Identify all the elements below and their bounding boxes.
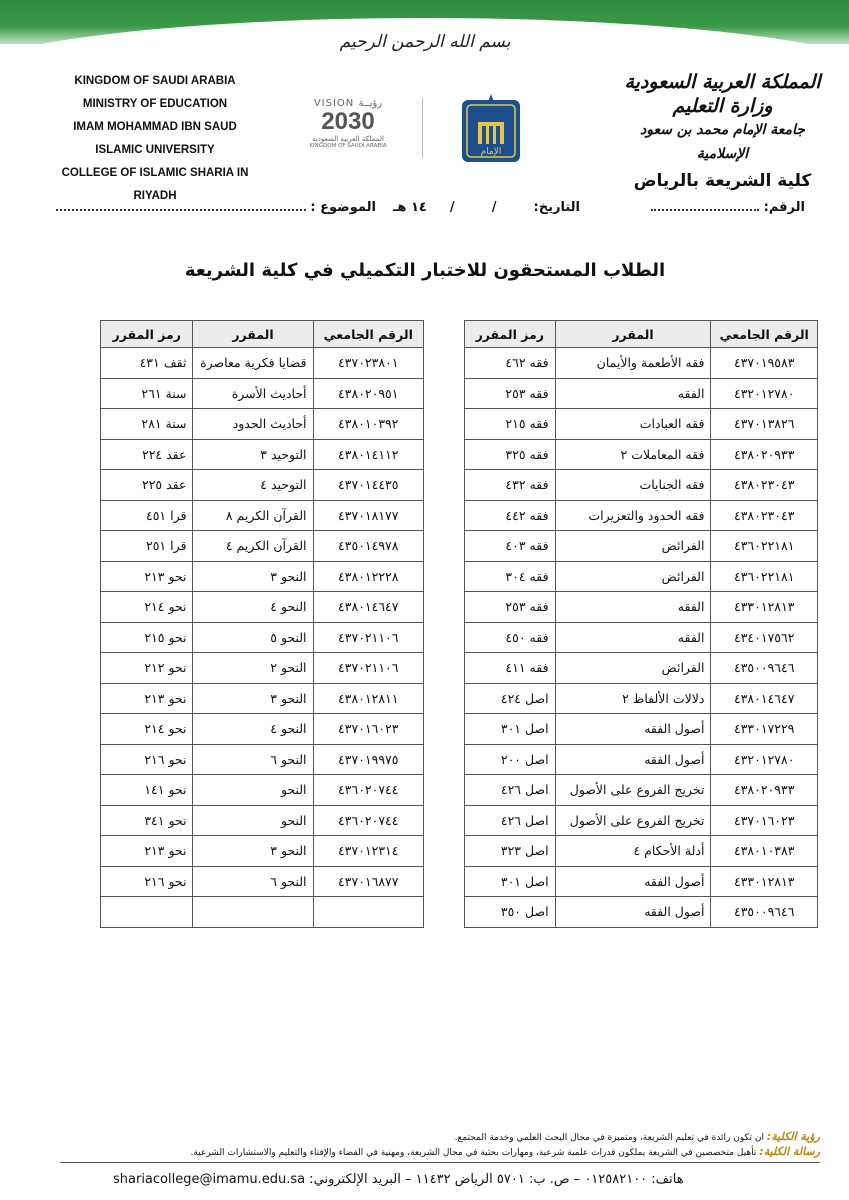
course-name-cell: الفرائض [555,561,711,592]
left-table-row [101,592,424,623]
university-id-cell: ٤٣٨٠١٠٣٨٣ [711,836,818,867]
en-line-university-2: ISLAMIC UNIVERSITY [95,144,215,156]
course-name-cell: فقه العبادات [555,409,711,440]
left-table-row [101,470,424,501]
course-code-cell: نحو ٢١٥ [101,622,193,653]
right-header-course: المقرر [555,321,711,348]
university-id-cell: ٤٣٦٠٢٠٧٤٤ [313,775,423,806]
university-id-cell: ٤٣٧٠١٩٥٨٣ [711,348,818,379]
en-line-college: COLLEGE OF ISLAMIC SHARIA IN RIYADH [61,167,249,202]
left-header-id: الرقم الجامعي [313,321,423,348]
right-table-row [465,775,818,806]
university-id-cell: ٤٣٥٠٠٩٦٤٦ [711,653,818,684]
right-table-header [465,321,818,348]
course-name-cell: النحو ٣ [193,561,313,592]
course-name-cell: أدلة الأحكام ٤ [555,836,711,867]
university-id-cell: ٤٣٧٠١٩٩٧٥ [313,744,423,775]
left-table-row [101,561,424,592]
university-id-cell: ٤٣٨٠٢٠٩٣٣ [711,439,818,470]
university-id-cell: ٤٣٨٠١٤٦٤٧ [711,683,818,714]
course-code-cell: سنة ٢٦١ [101,378,193,409]
course-name-cell: النحو ٣ [193,683,313,714]
left-header-course: المقرر [193,321,313,348]
course-name-cell: النحو ٢ [193,653,313,684]
university-id-cell: ٤٣٧٠١٦٠٢٣ [313,714,423,745]
university-id-cell: ٤٣٧٠٢١١٠٦ [313,653,423,684]
university-id-cell: ٤٣٨٠١٤٦٤٧ [313,592,423,623]
left-table-row [101,744,424,775]
reference-number-line [640,200,805,224]
course-name-cell: القرآن الكريم ٨ [193,500,313,531]
course-code-cell: نحو ٢١٦ [101,866,193,897]
course-name-cell: فقه المعاملات ٢ [555,439,711,470]
course-code-cell: قرا ٢٥١ [101,531,193,562]
left-table-body [101,348,424,928]
vision-year: 2030 [321,108,375,135]
course-name-cell: الفقه [555,622,711,653]
course-code-cell: نحو ٢١٤ [101,714,193,745]
course-code-cell: فقه ٢٥٣ [465,592,556,623]
right-table-row [465,561,818,592]
left-table-row [101,683,424,714]
university-id-cell: ٤٣٤٠١٧٥٦٢ [711,622,818,653]
university-id-cell: ٤٣٨٠٢٣٠٤٣ [711,470,818,501]
course-name-cell: تخريج الفروع على الأصول [555,775,711,806]
right-table-row [465,805,818,836]
vision-label: VISION رؤيــة [313,98,383,109]
university-id-cell: ٤٣٧٠١٤٤٣٥ [313,470,423,501]
ar-line-kingdom: المملكة العربية السعودية [624,71,821,93]
course-name-cell: النحو [193,805,313,836]
course-name-cell: أصول الفقه [555,866,711,897]
left-table-row [101,378,424,409]
university-logo-icon [458,92,524,164]
reference-subject-dots [56,209,306,211]
course-code-cell: اصل ٤٢٦ [465,775,556,806]
course-name-cell: النحو ٤ [193,714,313,745]
footer-rule [60,1162,820,1163]
reference-date-sep2: / [449,200,455,215]
course-code-cell: فقه ٤٦٢ [465,348,556,379]
course-name-cell: أصول الفقه [555,714,711,745]
course-code-cell: اصل ٢٠٠ [465,744,556,775]
university-id-cell: ٤٣٧٠١٣٨٢٦ [711,409,818,440]
course-name-cell: النحو [193,775,313,806]
right-header-code: رمز المقرر [465,321,556,348]
university-id-cell [313,897,423,928]
right-table-row [465,531,818,562]
reference-date-label: التاريخ: [533,200,580,215]
course-code-cell: فقه ٤٣٢ [465,470,556,501]
right-table-row [465,470,818,501]
course-code-cell: اصل ٣٥٠ [465,897,556,928]
course-name-cell: دلالات الألفاظ ٢ [555,683,711,714]
vision-sub-ar: المملكة العربية السعودية [312,135,384,143]
course-code-cell: فقه ٢١٥ [465,409,556,440]
course-code-cell: نحو ٢١٣ [101,561,193,592]
course-name-cell: القرآن الكريم ٤ [193,531,313,562]
basmala: بسم الله الرحمن الرحيم [339,32,511,52]
course-code-cell: نحو ١٤١ [101,775,193,806]
left-table-row [101,775,424,806]
course-code-cell: نحو ٣٤١ [101,805,193,836]
course-code-cell: نحو ٢١٣ [101,836,193,867]
contact-line: هاتف: ٠١٢٥٨٢١٠٠ – ص. ب: ٥٧٠١ الرياض ١١٤٣٢ – البريد الإلكتروني: shariacollege@imamu.edu.sa [113,1172,684,1187]
reference-number-label: الرقم: [763,200,805,215]
university-id-cell: ٤٣٦٠٢٠٧٤٤ [313,805,423,836]
course-name-cell: النحو ٤ [193,592,313,623]
course-name-cell: فقه الجنايات [555,470,711,501]
left-table-row [101,531,424,562]
course-name-cell: النحو ٥ [193,622,313,653]
right-table-row [465,409,818,440]
university-id-cell: ٤٣٨٠١٤١١٢ [313,439,423,470]
reference-number-dots [651,209,759,211]
course-name-cell: قضايا فكرية معاصرة [193,348,313,379]
right-students-table [464,320,818,928]
course-code-cell [101,897,193,928]
en-line-ministry: MINISTRY OF EDUCATION [82,98,228,110]
course-code-cell: اصل ٣٠١ [465,714,556,745]
college-vision [60,1130,820,1143]
right-table-row [465,622,818,653]
course-code-cell: نحو ٢١٤ [101,592,193,623]
course-name-cell: التوحيد ٤ [193,470,313,501]
university-id-cell: ٤٣٨٠١٢٢٢٨ [313,561,423,592]
course-code-cell: سنة ٢٨١ [101,409,193,440]
right-table-row [465,348,818,379]
university-id-cell: ٤٣٧٠٢١١٠٦ [313,622,423,653]
course-code-cell: اصل ٤٢٦ [465,805,556,836]
right-table-row [465,714,818,745]
left-table-row [101,805,424,836]
university-id-cell: ٤٣٣٠١٢٨١٣ [711,866,818,897]
course-code-cell: اصل ٣٠١ [465,866,556,897]
university-id-cell: ٤٣٦٠٢٢١٨١ [711,561,818,592]
left-table-header [101,321,424,348]
vision-sub-en: KINGDOM OF SAUDI ARABIA [309,143,387,149]
reference-date-sep1: / [491,200,497,215]
university-id-cell: ٤٣٧٠١٨١٧٧ [313,500,423,531]
course-code-cell: ثقف ٤٣١ [101,348,193,379]
course-code-cell: اصل ٣٢٣ [465,836,556,867]
left-table-row [101,653,424,684]
university-id-cell: ٤٣٨٠٢٠٩٣٣ [711,775,818,806]
left-table-row [101,409,424,440]
course-code-cell: فقه ٣٠٤ [465,561,556,592]
university-id-cell: ٤٣٧٠١٦٨٧٧ [313,866,423,897]
ar-line-university: جامعة الإمام محمد بن سعود الإسلامية [640,122,805,162]
course-name-cell: أحاديث الحدود [193,409,313,440]
right-table-row [465,592,818,623]
university-id-cell: ٤٣٥٠١٤٩٧٨ [313,531,423,562]
header-divider [422,98,423,158]
right-header-id: الرقم الجامعي [711,321,818,348]
left-table-row [101,622,424,653]
right-table-body [465,348,818,928]
university-logo-text: الإمام [480,147,502,157]
reference-date-line [70,200,580,224]
university-id-cell: ٤٣٣٠١٢٨١٣ [711,592,818,623]
course-name-cell: الفقه [555,378,711,409]
university-id-cell: ٤٣٨٠٢٠٩٥١ [313,378,423,409]
university-id-cell: ٤٣٧٠١٦٠٢٣ [711,805,818,836]
ar-line-ministry: وزارة التعليم [672,95,773,117]
course-name-cell: الفرائض [555,531,711,562]
college-mission-label: رسالة الكلية: [759,1145,820,1158]
course-name-cell: أحاديث الأسرة [193,378,313,409]
vision-2030-logo [298,98,398,160]
course-code-cell: قرا ٤٥١ [101,500,193,531]
english-header [50,70,260,208]
course-name-cell: التوحيد ٣ [193,439,313,470]
college-vision-text: ان تكون رائدة في تعليم الشريعة، ومتميزة في مجال البحث العلمي وخدمة المجتمع. [454,1133,764,1143]
course-name-cell: فقه الحدود والتعزيرات [555,500,711,531]
course-code-cell: فقه ٣٢٥ [465,439,556,470]
right-table-row [465,378,818,409]
university-id-cell: ٤٣٥٠٠٩٦٤٦ [711,897,818,928]
right-table-row [465,653,818,684]
course-name-cell: النحو ٣ [193,836,313,867]
college-vision-label: رؤية الكلية: [766,1130,820,1143]
university-id-cell: ٤٣٨٠١٢٨١١ [313,683,423,714]
right-table-row [465,683,818,714]
arabic-header [620,70,825,196]
course-name-cell: أصول الفقه [555,897,711,928]
reference-subject-label: الموضوع : [310,200,376,215]
course-name-cell: الفرائض [555,653,711,684]
course-code-cell: نحو ٢١٢ [101,653,193,684]
course-code-cell: عقد ٢٢٤ [101,439,193,470]
course-name-cell: تخريج الفروع على الأصول [555,805,711,836]
right-table-row [465,500,818,531]
en-line-university-1: IMAM MOHAMMAD IBN SAUD [73,121,237,133]
left-table-row [101,348,424,379]
course-code-cell: فقه ٤١١ [465,653,556,684]
university-id-cell: ٤٣٦٠٢٢١٨١ [711,531,818,562]
course-name-cell: فقه الأطعمة والأيمان [555,348,711,379]
course-code-cell: عقد ٢٢٥ [101,470,193,501]
left-table-row [101,836,424,867]
right-table-row [465,897,818,928]
course-name-cell: الفقه [555,592,711,623]
university-id-cell: ٤٣٧٠١٢٣١٤ [313,836,423,867]
course-code-cell: نحو ٢١٣ [101,683,193,714]
course-name-cell: أصول الفقه [555,744,711,775]
college-mission-text: تأهيل متخصصين في الشريعة يملكون قدرات علمية شرعية، ومهارات بحثية في مجال الشريعة، ومهنية في القضاء والإفتاء والتعليم والاستشارات الشرعية. [190,1148,757,1158]
university-id-cell: ٤٣٨٠١٠٣٩٢ [313,409,423,440]
right-table-row [465,439,818,470]
college-mission [60,1145,820,1158]
course-code-cell: فقه ٤٥٠ [465,622,556,653]
left-students-table [100,320,424,928]
left-header-code: رمز المقرر [101,321,193,348]
right-table-row [465,866,818,897]
right-table-row [465,836,818,867]
right-table-row [465,744,818,775]
course-code-cell: نحو ٢١٦ [101,744,193,775]
en-line-kingdom: KINGDOM OF SAUDI ARABIA [74,75,236,87]
course-name-cell [193,897,313,928]
university-id-cell: ٤٣٨٠٢٣٠٤٣ [711,500,818,531]
course-code-cell: فقه ٢٥٣ [465,378,556,409]
left-table-row [101,866,424,897]
university-id-cell: ٤٣٣٠١٧٢٢٩ [711,714,818,745]
left-table-row [101,897,424,928]
course-code-cell: فقه ٤٠٣ [465,531,556,562]
ar-line-college: كلية الشريعة بالرياض [633,171,812,191]
left-table-row [101,500,424,531]
university-id-cell: ٤٣٧٠٢٣٨٠١ [313,348,423,379]
reference-year-suffix: ١٤ هـ [392,200,427,215]
course-name-cell: النحو ٦ [193,866,313,897]
left-table-row [101,714,424,745]
course-name-cell: النحو ٦ [193,744,313,775]
course-code-cell: اصل ٤٢٤ [465,683,556,714]
university-id-cell: ٤٣٢٠١٢٧٨٠ [711,744,818,775]
left-table-row [101,439,424,470]
document-title: الطلاب المستحقون للاختبار التكميلي في كلية الشريعة [184,260,666,281]
university-id-cell: ٤٣٢٠١٢٧٨٠ [711,378,818,409]
course-code-cell: فقه ٤٤٢ [465,500,556,531]
